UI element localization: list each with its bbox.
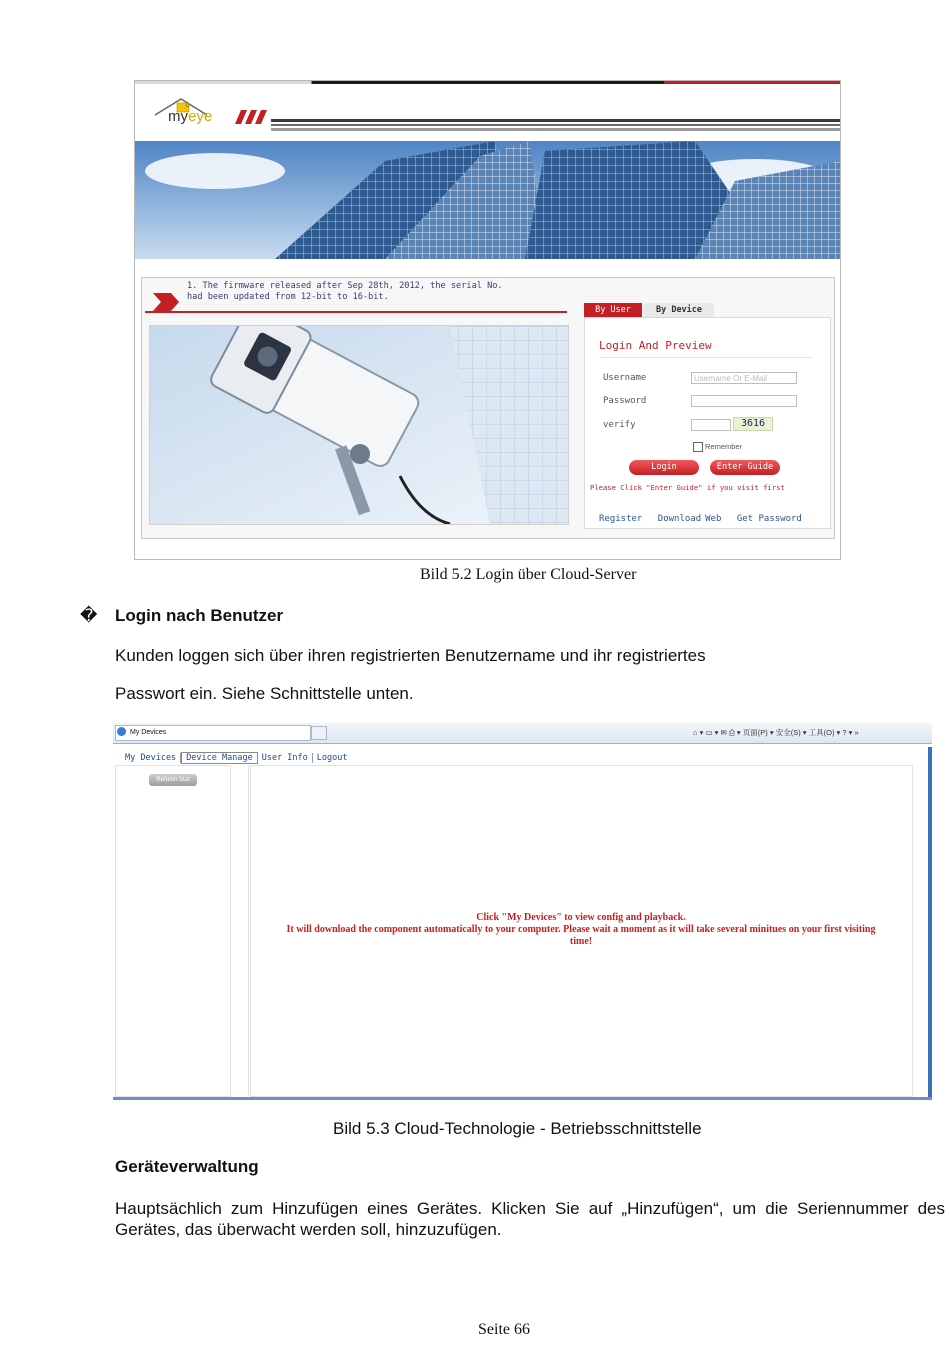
login-links xyxy=(599,514,812,524)
nav-device-manage[interactable]: Device Manage xyxy=(181,752,258,764)
nav-user-info[interactable]: User Info xyxy=(258,753,313,763)
download-notice xyxy=(253,912,909,948)
security-camera-image xyxy=(149,325,569,525)
enter-guide-hint: Please Click "Enter Guide" if you visit first xyxy=(590,483,785,492)
remember-checkbox[interactable] xyxy=(693,442,703,452)
header-stripes-decoration xyxy=(271,117,840,133)
tab-by-device[interactable]: By Device xyxy=(644,303,714,317)
red-slashes-decoration xyxy=(229,110,271,124)
paragraph-line-2: Passwort ein. Siehe Schnittstelle unten. xyxy=(115,684,414,703)
skyscraper-banner-image xyxy=(135,141,840,259)
notice-line-1: Click "My Devices" to view config and playback. xyxy=(476,912,686,923)
red-arrow-icon xyxy=(153,293,181,311)
notice-line-1: 1. The firmware released after Sep 28th, 2012, the serial No. xyxy=(187,281,503,291)
notice-line-3: time! xyxy=(569,936,593,947)
login-title: Login And Preview xyxy=(599,339,712,352)
panel-divider xyxy=(230,765,249,1095)
nav-my-devices[interactable]: My Devices xyxy=(121,753,181,763)
login-title-divider xyxy=(599,357,813,358)
browser-tab[interactable]: My Devices xyxy=(115,725,311,741)
bullet-marker: � xyxy=(80,606,98,625)
logo-prefix: my xyxy=(168,108,188,125)
notice-line-2: had been updated from 12-bit to 16-bit. xyxy=(187,292,389,302)
paragraph-line-1: Kunden loggen sich über ihren registrierten Benutzername und ihr registriertes xyxy=(115,646,706,665)
top-color-line xyxy=(135,81,840,84)
window-right-border xyxy=(928,747,932,1100)
section-heading-device-management: Geräteverwaltung xyxy=(115,1157,259,1176)
device-list-panel xyxy=(115,765,231,1097)
login-screenshot xyxy=(134,80,841,560)
username-input[interactable]: Username Or E-Mail xyxy=(691,372,797,384)
username-label: Username xyxy=(603,373,647,383)
page-number: Seite 66 xyxy=(478,1321,530,1338)
figure-caption-2: Bild 5.3 Cloud-Technologie - Betriebsschnittstelle xyxy=(333,1119,702,1138)
section-heading-login: Login nach Benutzer xyxy=(115,606,284,625)
notice-underline xyxy=(145,311,567,313)
refresh-status-button[interactable]: Refresh Stat xyxy=(149,774,197,786)
tab-by-user[interactable]: By User xyxy=(584,303,642,317)
paragraph-device-management: Hauptsächlich zum Hinzufügen eines Gerätes. Klicken Sie auf „Hinzufügen“, um die Seriennummer des Gerätes, das überwacht werden soll, hinzuzufügen. xyxy=(115,1199,945,1239)
download-link[interactable]: Download xyxy=(657,514,702,524)
remember-label: Remember xyxy=(705,442,743,451)
login-button[interactable]: Login xyxy=(629,460,699,475)
window-bottom-border xyxy=(113,1097,932,1100)
figure-caption-1: Bild 5.2 Login über Cloud-Server xyxy=(420,566,637,583)
register-link[interactable]: Register xyxy=(599,514,643,524)
new-tab-button[interactable] xyxy=(311,726,327,740)
logo-house-letter: c xyxy=(186,103,189,109)
password-label: Password xyxy=(603,396,647,406)
my-devices-screenshot xyxy=(113,723,932,1100)
ie-globe-icon xyxy=(117,727,126,736)
verify-label: verify xyxy=(603,420,636,430)
firmware-notice xyxy=(187,281,567,303)
myeye-logo[interactable] xyxy=(168,108,212,125)
nav-logout[interactable]: Logout xyxy=(316,753,348,763)
notice-line-2: It will download the component automatically to your computer. Please wait a moment as it will take several minitues on your first visiting xyxy=(286,924,876,935)
get-password-link[interactable]: Get Password xyxy=(736,514,802,524)
web-link[interactable]: Web xyxy=(705,514,722,524)
device-nav-menu xyxy=(121,753,352,763)
browser-command-bar[interactable]: ⌂ ▾ ▭ ▾ ✉ ⎙ ▾ 页面(P) ▾ 安全(S) ▾ 工具(O) ▾ ? ▾ » xyxy=(693,728,859,737)
password-input[interactable] xyxy=(691,395,797,407)
verify-input[interactable] xyxy=(691,419,731,431)
captcha-image: 3616 xyxy=(733,417,773,431)
logo-suffix: eye xyxy=(188,108,213,125)
enter-guide-button[interactable]: Enter Guide xyxy=(710,460,780,475)
